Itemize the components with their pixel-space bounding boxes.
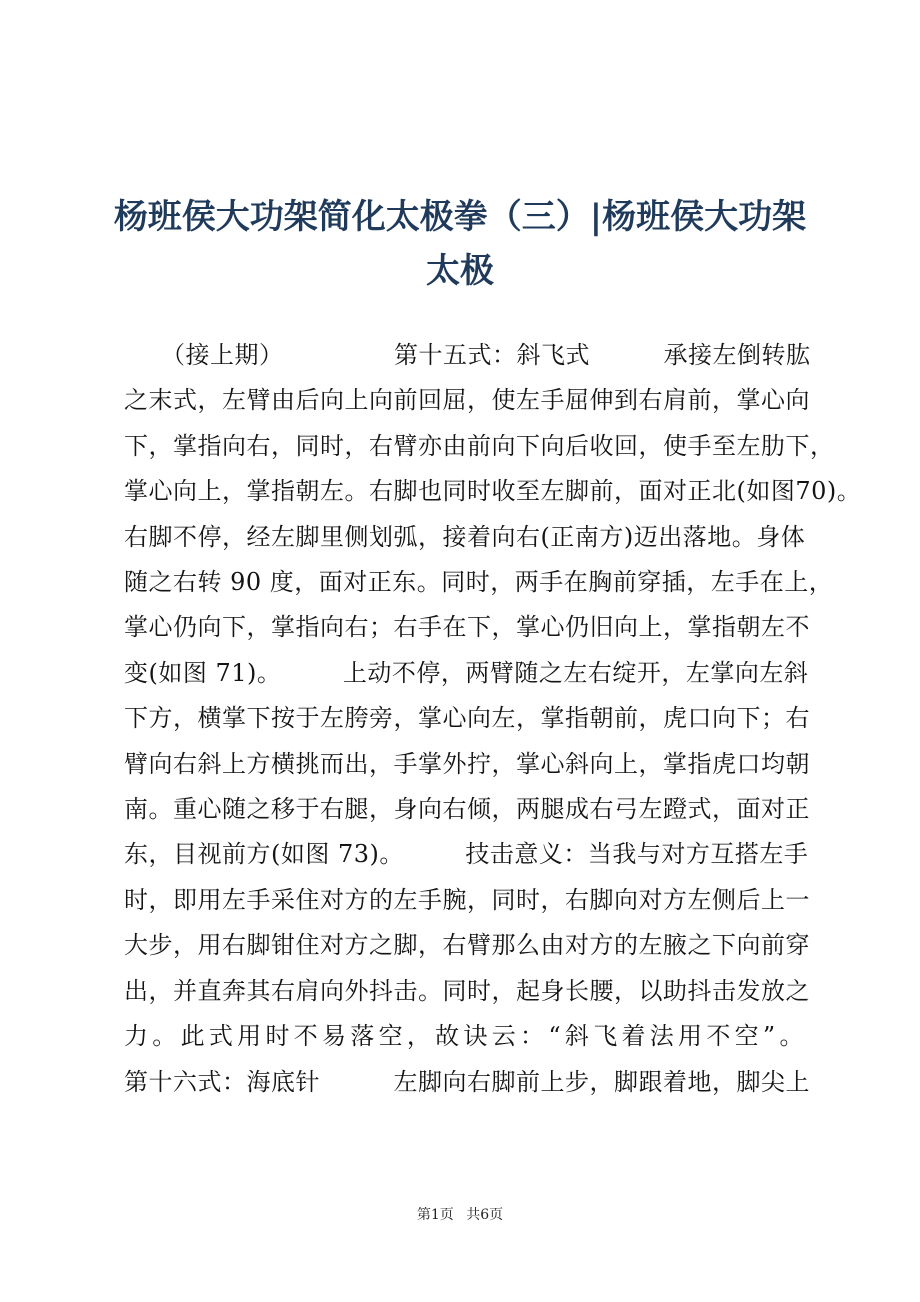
body-line: 随之右转 90 度，面对正东。同时，两手在胸前穿插，左手在上， — [124, 568, 834, 597]
body-line: 大步，用右脚钳住对方之脚，右臂那么由对方的左腋之下向前穿 — [124, 931, 810, 960]
body-line: 出，并直奔其右肩向外抖击。同时，起身长腰，以助抖击发放之 — [124, 976, 810, 1005]
body-line: （接上期） 第十五式：斜飞式 承接左倒转肱 — [124, 341, 811, 369]
body-line: 下方，横掌下按于左胯旁，掌心向左，掌指朝前，虎口向下；右 — [124, 704, 810, 733]
body-line: 变(如图 71)。 上动不停，两臂随之左右绽开，左掌向左斜 — [124, 658, 809, 687]
body-line: 力。此式用时不易落空，故诀云：“斜飞着法用不空”。 — [124, 1022, 804, 1051]
body-line: 下，掌指向右，同时，右臂亦由前向下向后收回，使手至左肋下， — [124, 431, 835, 460]
document-title — [100, 190, 820, 298]
title-line-1: 杨班侯大功架简化太极拳（三）|杨班侯大功架 — [113, 197, 807, 237]
body-line: 之末式，左臂由后向上向前回屈，使左手屈伸到右肩前，掌心向 — [124, 386, 810, 415]
body-line: 掌心向上，掌指朝左。右脚也同时收至左脚前，面对正北(如图70)。 — [124, 477, 862, 506]
body-line: 时，即用左手采住对方的左手腕，同时，右脚向对方左侧后上一 — [124, 885, 810, 914]
body-line: 第十六式：海底针 左脚向右脚前上步，脚跟着地，脚尖上 — [124, 1067, 810, 1096]
page-footer — [0, 1204, 920, 1224]
body-line: 南。重心随之移于右腿，身向右倾，两腿成右弓左蹬式，面对正 — [124, 795, 810, 824]
page-number: 第1页 — [416, 1207, 454, 1223]
title-line-2: 太极 — [426, 251, 494, 291]
body-line: 东，目视前方(如图 73)。 技击意义：当我与对方互搭左手 — [124, 840, 809, 869]
page-total: 共6页 — [466, 1207, 504, 1223]
body-text — [124, 333, 862, 1105]
body-line: 臂向右斜上方横挑而出，手掌外拧，掌心斜向上，掌指虎口均朝 — [124, 749, 810, 778]
body-line: 掌心仍向下，掌指向右；右手在下，掌心仍旧向上，掌指朝左不 — [124, 613, 810, 642]
body-line: 右脚不停，经左脚里侧划弧，接着向右(正南方)迈出落地。身体 — [124, 522, 806, 551]
